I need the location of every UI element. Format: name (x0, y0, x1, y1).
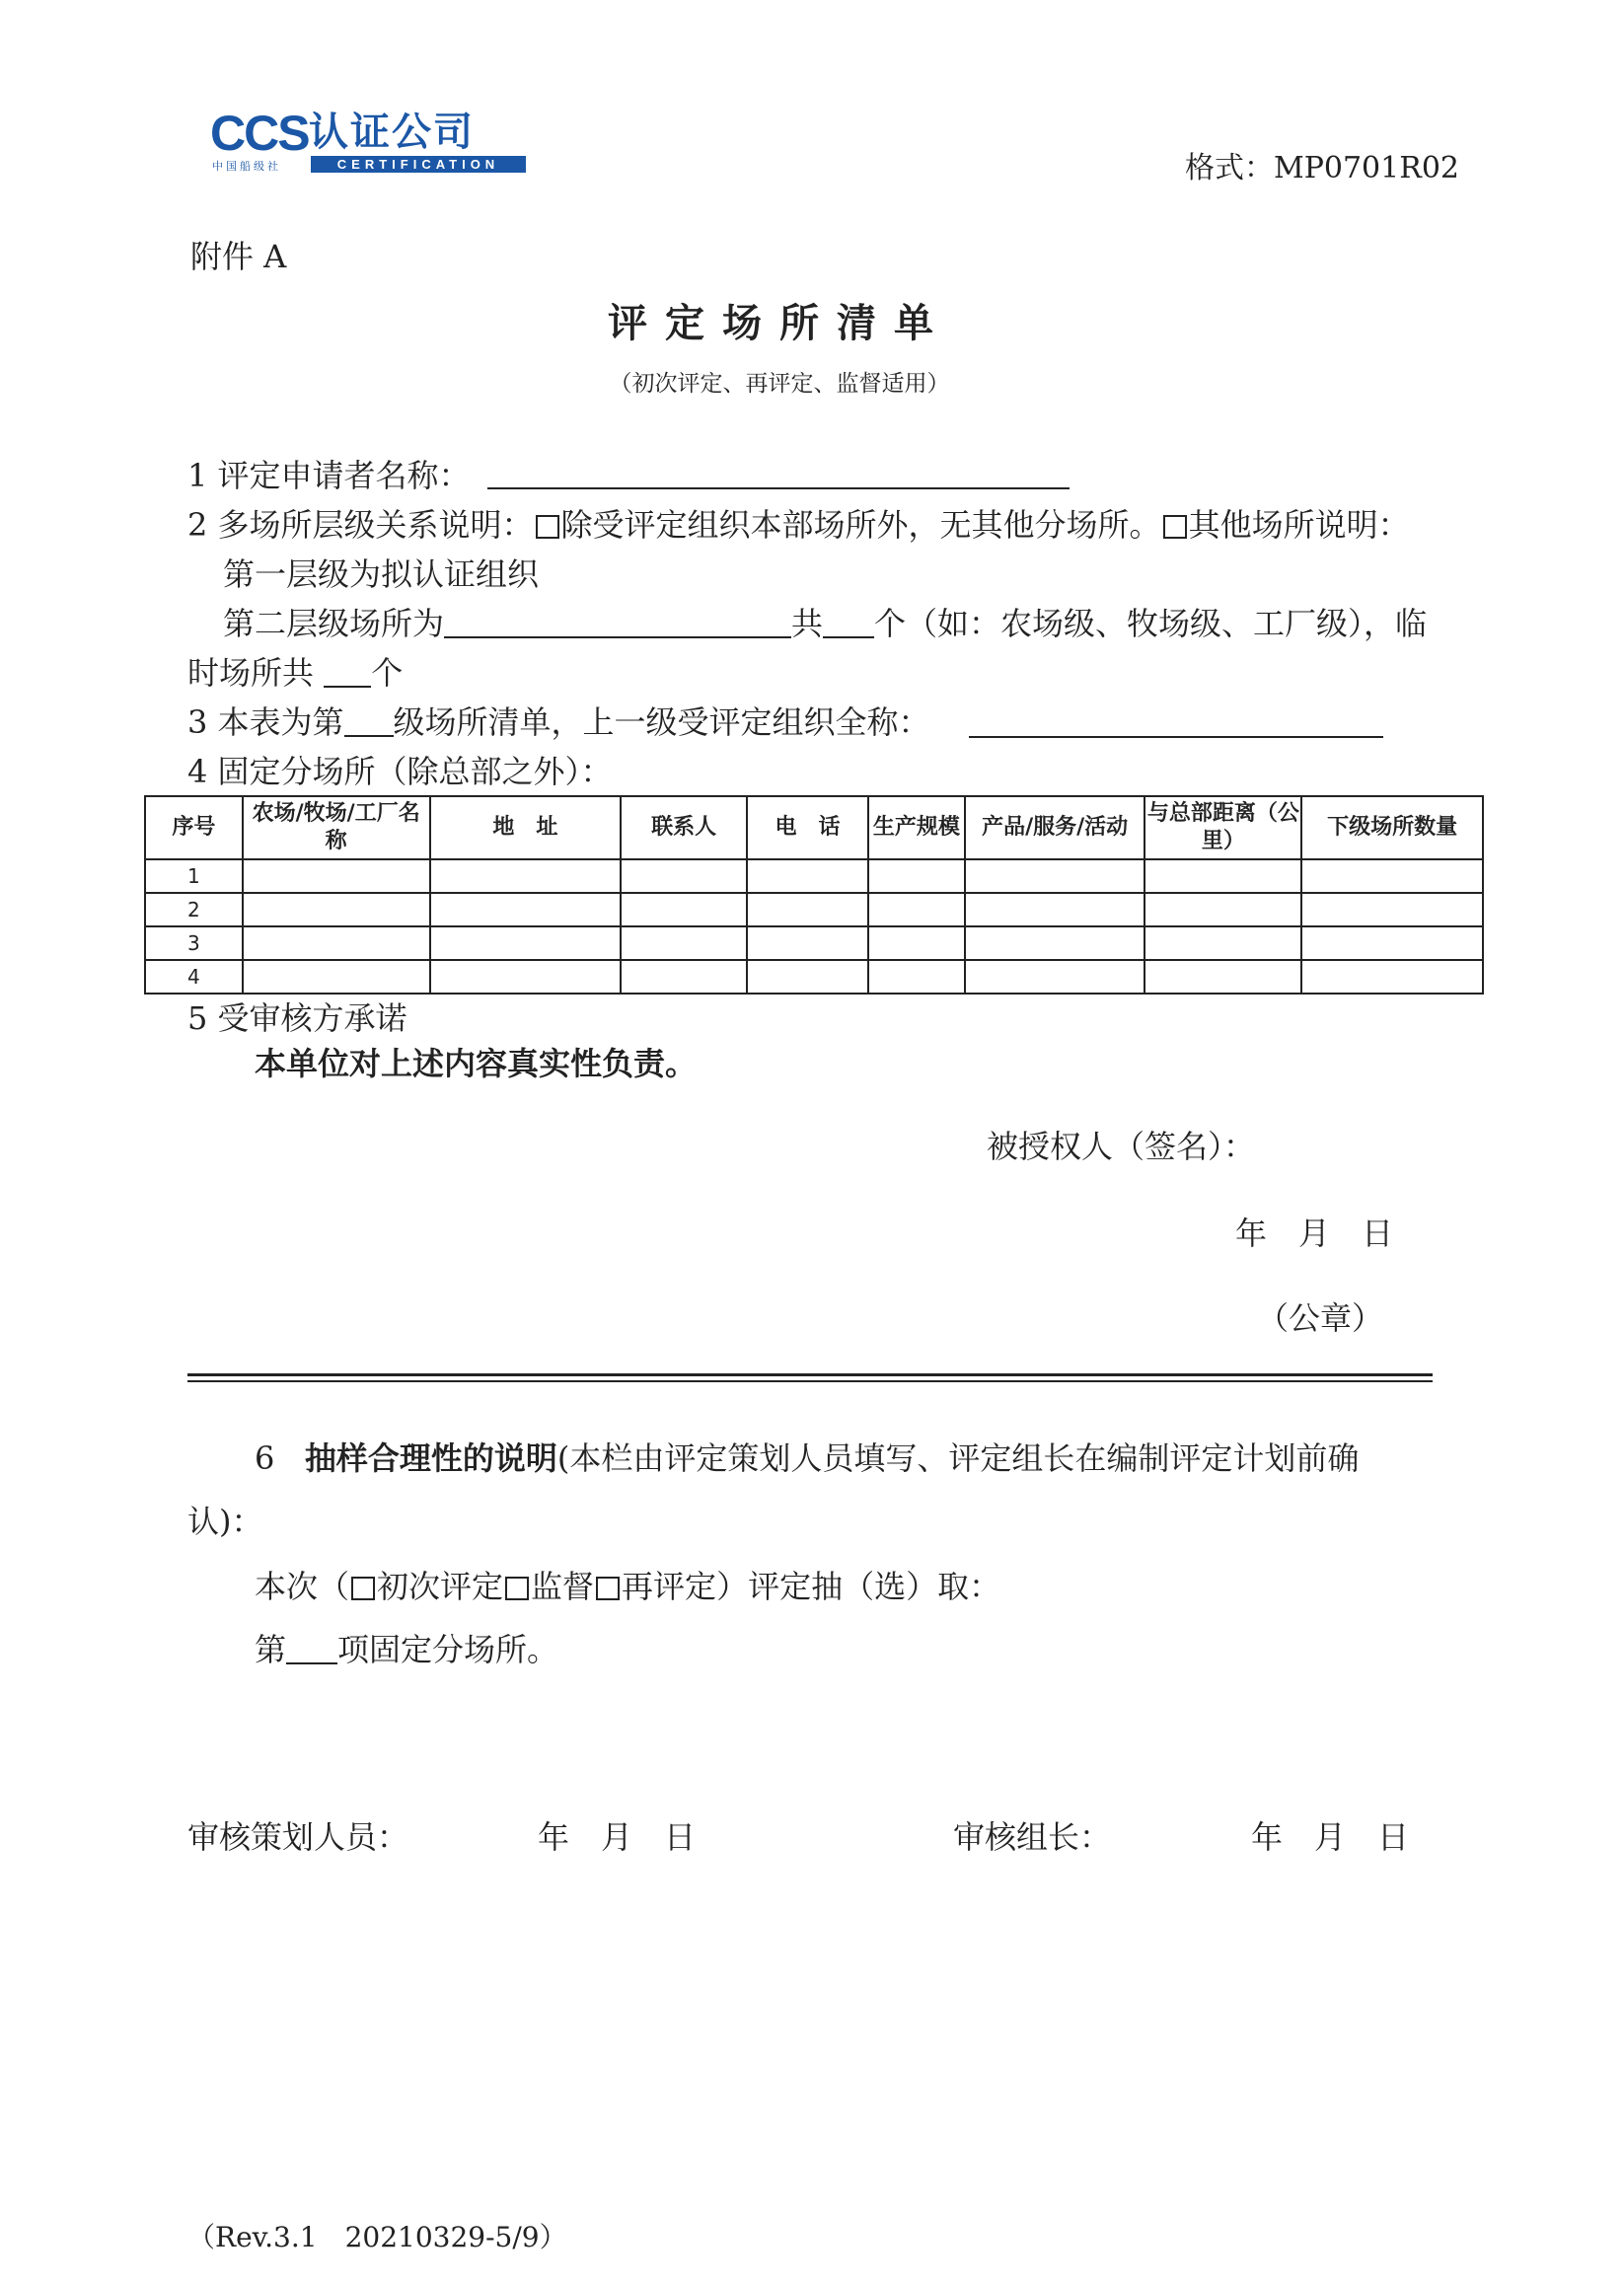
checkbox-other-sites[interactable] (1163, 515, 1187, 539)
cell-subsites[interactable] (1301, 960, 1483, 994)
multi-site-label: 2 多场所层级关系说明： (187, 506, 534, 544)
cell-scale[interactable] (868, 926, 965, 960)
cell-phone[interactable] (747, 960, 868, 994)
sampling-note: (本栏由评定策划人员填写、评定组长在编制评定计划前确 (556, 1439, 1360, 1477)
cell-phone[interactable] (747, 926, 868, 960)
commitment-text: 本单位对上述内容真实性负责。 (255, 1045, 698, 1082)
level-list-label: 3 本表为第 (187, 703, 344, 741)
col-header-distance: 与总部距离（公里） (1144, 796, 1301, 859)
level2-examples: 个（如：农场级、牧场级、工厂级），临 (874, 605, 1428, 642)
col-header-phone: 电 话 (747, 796, 868, 859)
cell-contact[interactable] (621, 960, 747, 994)
sampling-number: 6 (255, 1439, 275, 1477)
level2-line (223, 604, 1427, 643)
cell-distance[interactable] (1144, 926, 1301, 960)
temp-sites-line (187, 653, 403, 693)
level2-count-field[interactable] (823, 607, 874, 638)
level2-sites-field[interactable] (444, 607, 791, 638)
checkbox-reassessment[interactable] (596, 1577, 620, 1600)
logo-bar: CERTIFICATION (311, 156, 526, 173)
sampling-sites-line (255, 1630, 558, 1669)
col-header-site-name: 农场/牧场/工厂名称 (243, 796, 430, 859)
option-no-subsites: 除受评定组织本部场所外，无其他分场所。 (560, 506, 1161, 544)
cell-scale[interactable] (868, 893, 965, 926)
upper-org-label: 级场所清单，上一级受评定组织全称： (393, 703, 930, 741)
cell-distance[interactable] (1144, 960, 1301, 994)
checkbox-initial-assessment[interactable] (351, 1577, 375, 1600)
cell-address[interactable] (430, 926, 622, 960)
revision-footer: （Rev.3.1 20210329-5/9） (187, 2221, 567, 2253)
leader-date: 年 月 日 (1251, 1818, 1410, 1856)
cell-contact[interactable] (621, 926, 747, 960)
row-index: 4 (145, 960, 243, 994)
cell-address[interactable] (430, 893, 622, 926)
sampling-title: 抽样合理性的说明 (304, 1439, 557, 1477)
cell-products[interactable] (965, 893, 1145, 926)
signature-date: 年 月 日 (1235, 1215, 1394, 1252)
level2-label: 第二层级场所为 (223, 605, 445, 642)
row-index: 3 (145, 926, 243, 960)
planner-label: 审核策划人员： (187, 1818, 409, 1856)
checkbox-no-subsites[interactable] (536, 515, 559, 539)
cell-products[interactable] (965, 960, 1145, 994)
sampling-type-open: 本次（ (255, 1568, 350, 1605)
temp-sites-label: 时场所共 (187, 654, 315, 692)
sampling-line (255, 1438, 1359, 1478)
option-other-sites: 其他场所说明： (1188, 506, 1410, 544)
cell-distance[interactable] (1144, 859, 1301, 893)
level-number-field[interactable] (344, 705, 394, 737)
company-logo (210, 107, 526, 176)
signature-label: 被授权人（签名）： (987, 1128, 1256, 1165)
col-header-scale: 生产规模 (868, 796, 965, 859)
checkbox-surveillance[interactable] (505, 1577, 529, 1600)
cell-distance[interactable] (1144, 893, 1301, 926)
cell-address[interactable] (430, 859, 622, 893)
cell-phone[interactable] (747, 893, 868, 926)
document-title: 评定场所清单 (608, 300, 951, 346)
cell-site-name[interactable] (243, 893, 430, 926)
table-header-row (145, 796, 1483, 859)
temp-sites-count-field[interactable] (324, 656, 371, 688)
col-header-address: 地 址 (430, 796, 622, 859)
col-header-contact: 联系人 (621, 796, 747, 859)
option-surveillance: 监督 (531, 1568, 595, 1605)
section-divider (187, 1373, 1433, 1376)
attachment-label: 附件 A (190, 238, 287, 275)
format-code: 格式：MP0701R02 (1184, 151, 1459, 185)
commitment-label: 5 受审核方承诺 (187, 999, 407, 1037)
sampling-type-close: ）评定抽（选）取： (716, 1568, 1001, 1605)
cell-site-name[interactable] (243, 960, 430, 994)
upper-org-name-field[interactable] (969, 736, 1383, 738)
planner-date: 年 月 日 (538, 1818, 697, 1856)
logo-subtext: 中国船级社 (212, 160, 281, 173)
logo-brand: CCS (210, 106, 309, 161)
col-header-products: 产品/服务/活动 (965, 796, 1145, 859)
sampling-sites-suffix: 项固定分场所。 (337, 1631, 559, 1668)
cell-site-name[interactable] (243, 926, 430, 960)
logo-name: 认证公司 (309, 110, 475, 155)
option-initial-assessment: 初次评定 (377, 1568, 504, 1605)
level2-total-label: 共 (791, 605, 824, 642)
table-row (145, 960, 1483, 994)
cell-phone[interactable] (747, 859, 868, 893)
cell-subsites[interactable] (1301, 859, 1483, 893)
sampling-sites-field[interactable] (286, 1633, 337, 1664)
fixed-sites-label: 4 固定分场所（除总部之外）： (187, 753, 613, 790)
table-row (145, 859, 1483, 893)
cell-products[interactable] (965, 859, 1145, 893)
temp-sites-unit: 个 (371, 654, 404, 692)
section-divider-lower (187, 1380, 1433, 1382)
applicant-name-field[interactable] (487, 487, 1070, 489)
seal-label: （公章） (1257, 1299, 1384, 1337)
sampling-sites-prefix: 第 (255, 1631, 287, 1668)
cell-site-name[interactable] (243, 859, 430, 893)
level1-text: 第一层级为拟认证组织 (223, 555, 540, 593)
col-header-index: 序号 (145, 796, 243, 859)
option-reassessment: 再评定 (622, 1568, 717, 1605)
row-index: 2 (145, 893, 243, 926)
cell-address[interactable] (430, 960, 622, 994)
cell-products[interactable] (965, 926, 1145, 960)
level-list-line (187, 702, 930, 742)
cell-subsites[interactable] (1301, 926, 1483, 960)
sampling-type-line (255, 1567, 1000, 1606)
sites-table (144, 795, 1484, 995)
leader-label: 审核组长： (953, 1818, 1112, 1856)
cell-contact[interactable] (621, 859, 747, 893)
table-row (145, 893, 1483, 926)
cell-subsites[interactable] (1301, 893, 1483, 926)
multi-site-line (187, 505, 1410, 545)
sampling-note-end: 认)： (187, 1503, 263, 1540)
applicant-name-label: 1 评定申请者名称： (187, 457, 471, 494)
table-row (145, 926, 1483, 960)
cell-contact[interactable] (621, 893, 747, 926)
cell-scale[interactable] (868, 859, 965, 893)
col-header-subsites: 下级场所数量 (1301, 796, 1483, 859)
cell-scale[interactable] (868, 960, 965, 994)
row-index: 1 (145, 859, 243, 893)
document-subtitle: （初次评定、再评定、监督适用） (609, 371, 950, 397)
